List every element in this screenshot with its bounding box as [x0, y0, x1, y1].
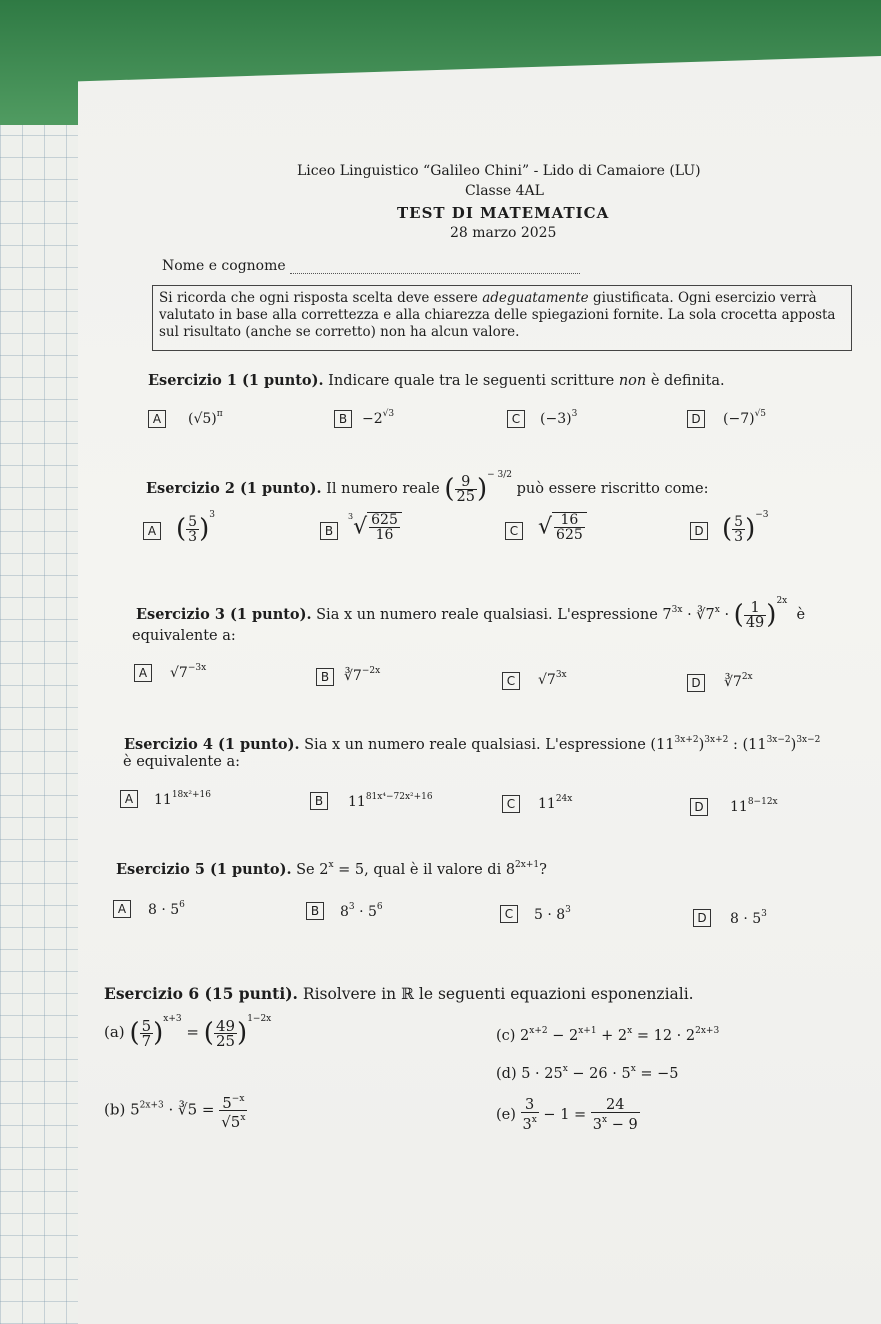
- ex2-option-a-box[interactable]: A: [143, 522, 161, 540]
- ex5-optC-base: 5 · 8: [534, 907, 566, 923]
- ex5-optA-base: 8 · 5: [148, 902, 180, 918]
- ex4-optD-base: 11: [730, 799, 748, 815]
- ex6-equation-a: (a) ( $\frac{5}{7}$ )$^{x+3}$ = ( $\frac{49}{25}$ )$^{1-2x}$: [104, 1014, 272, 1050]
- ex2-option-d-box[interactable]: D: [690, 522, 708, 540]
- ex2-optC-num: 16: [554, 513, 585, 528]
- ex6-c-label: (c): [496, 1028, 516, 1044]
- ex6-a-e1: x+3: [163, 1014, 182, 1024]
- ex5-option-d-box[interactable]: D: [693, 909, 711, 927]
- ex6-b-left: 5: [130, 1100, 140, 1119]
- ex4-expr-e1: 3x+2: [674, 735, 699, 745]
- ex5-optA-exp: 6: [179, 900, 185, 910]
- ex1-option-a-box[interactable]: A: [148, 410, 166, 428]
- ex3-option-a-box[interactable]: A: [134, 664, 152, 682]
- ex4-optC-exp: 24x: [555, 794, 573, 804]
- ex5-option-b: [340, 902, 383, 920]
- ex5-optD-exp: 3: [761, 909, 767, 919]
- ex2-optA-num: 5: [188, 513, 198, 530]
- ex6-e-label: (e): [496, 1107, 516, 1123]
- ex3-option-c: [538, 670, 567, 688]
- ex2-option-b-box[interactable]: B: [320, 522, 338, 540]
- exercise-1-text: [148, 372, 725, 389]
- ex1-text2: è definita.: [646, 373, 725, 389]
- ex5-text2: = 5, qual è il valore di 8: [333, 862, 516, 878]
- note-part2: giustificata. Ogni esercizio verrà valutato in base alla correttezza e alla chiarezza delle spiegazioni fornite. La sola crocetta apposta sul risultato (anche se corretto) non ha alcun valore.: [159, 290, 836, 340]
- ex3-option-b-box[interactable]: B: [316, 668, 334, 686]
- ex3-text3: equivalente a:: [132, 628, 236, 644]
- ex3-expr-c-den: 49: [745, 614, 765, 631]
- ex2-optD-num: 5: [734, 513, 744, 530]
- ex4-optB-base: 11: [348, 794, 366, 810]
- ex6-d-label: (d): [496, 1066, 517, 1082]
- ex1-option-d-box[interactable]: D: [687, 410, 705, 428]
- ex6-b-den: √5: [221, 1113, 241, 1131]
- ex1-option-b: [362, 409, 394, 427]
- ex4-expr-mid: ): [698, 737, 705, 753]
- test-title: TEST DI MATEMATICA: [397, 204, 610, 222]
- name-label: Nome e cognome: [162, 258, 286, 274]
- ex2-fraction: [455, 475, 477, 504]
- ex6-c-e3: x: [627, 1026, 633, 1036]
- ex5-optB-base: 8: [340, 904, 349, 920]
- ex1-optD-exp: √5: [754, 409, 767, 419]
- ex2-num: 9: [455, 475, 477, 490]
- ex6-a-d2: 25: [215, 1031, 236, 1050]
- ex2-exp: − 3/2: [487, 470, 513, 480]
- ex5-optB-exp: 3: [348, 902, 355, 912]
- ex5-optC-exp: 3: [565, 905, 571, 915]
- ex6-e-mid: − 1 =: [538, 1107, 591, 1123]
- ex3-text2: è: [796, 607, 806, 623]
- ex1-emph: non: [618, 373, 647, 389]
- ex6-equation-d: [496, 1064, 679, 1082]
- ex4-optB-exp: 81x⁴−72x²+16: [365, 792, 433, 802]
- ex6-e-d2-tail: − 9: [607, 1117, 638, 1133]
- ex4-option-a: [154, 790, 211, 808]
- ex4-optA-base: 11: [154, 792, 172, 808]
- ex2-option-d: ( $\frac{5}{3}$ )$^{-3}$: [722, 510, 769, 545]
- ex2-den: 25: [456, 488, 475, 505]
- ex6-a-n2: 49: [215, 1016, 236, 1035]
- ex6-c-t3: + 2: [596, 1028, 628, 1044]
- ex2-optC-den: 625: [556, 527, 583, 543]
- ex4-optC-base: 11: [538, 796, 556, 812]
- ex4-expr-e2: 3x+2: [704, 735, 729, 745]
- ex4-expr: (11: [650, 737, 675, 753]
- ex5-option-a: [148, 900, 185, 918]
- ex2-text2: può essere riscritto come:: [512, 481, 709, 497]
- ex6-d-t2: − 26 · 5: [567, 1066, 631, 1082]
- ex6-a-label: (a): [104, 1023, 125, 1041]
- ex2-option-b: $^3$√ $\frac{625}{16}$: [348, 512, 402, 542]
- ex6-b-den-exp: x: [240, 1113, 246, 1123]
- ex6-a-eq: =: [186, 1023, 199, 1041]
- ex5-option-c: [534, 905, 571, 923]
- ex6-d-text: 5 · 25: [521, 1066, 563, 1082]
- exercise-3-text: Esercizio 3 (1 punto). Sia x un numero reale qualsiasi. L'espressione $7^{3x}$ · $∛7^x$ · ( $\frac{1}{49}$ )$^{2x}$ è: [136, 596, 806, 631]
- ex3-optB-base: ∛7: [344, 668, 362, 684]
- ex6-c-e1: x+2: [529, 1026, 548, 1036]
- ex1-optB-exp: √3: [382, 409, 395, 419]
- ex6-b-e1: 2x+3: [139, 1100, 164, 1111]
- ex1-optC-exp: 3: [571, 409, 578, 419]
- ex1-option-c-box[interactable]: C: [507, 410, 525, 428]
- ex4-option-c-box[interactable]: C: [502, 795, 520, 813]
- ex6-e-d1: 3: [522, 1117, 532, 1133]
- ex6-equation-b: [104, 1092, 247, 1129]
- ex3-option-a: [170, 663, 206, 681]
- ex2-option-c-box[interactable]: C: [505, 522, 523, 540]
- ex6-e-d2-exp: x: [602, 1115, 608, 1125]
- ex4-option-d: [730, 797, 778, 815]
- ex1-option-c: [540, 409, 577, 427]
- exercise-2-text: [146, 470, 709, 504]
- ex3-head: Esercizio 3 (1 punto).: [136, 606, 312, 623]
- ex6-c-text: 2: [520, 1028, 530, 1044]
- ex2-optB-den: 16: [375, 527, 394, 543]
- ex5-text1: Se 2: [291, 862, 329, 878]
- ex6-e-n2: 24: [591, 1098, 640, 1113]
- ex4-option-a-box[interactable]: A: [120, 790, 138, 808]
- ex3-option-d-box[interactable]: D: [687, 674, 705, 692]
- ex5-option-d: [730, 909, 767, 927]
- ex6-d-e1: x: [562, 1064, 568, 1074]
- ex6-b-label: (b): [104, 1100, 126, 1119]
- ex3-optA-exp: −3x: [187, 663, 207, 673]
- ex1-optA-exp: π: [216, 409, 223, 419]
- ex2-option-c: √ $\frac{16}{625}$: [538, 512, 587, 542]
- ex2-rparen: ): [476, 474, 488, 504]
- ex3-optD-base: ∛7: [724, 674, 742, 690]
- ex2-optD-exp: −3: [755, 510, 769, 520]
- ex3-expr-b-exp: x: [714, 605, 720, 615]
- ex1-optD-base: (−7): [723, 411, 755, 427]
- ex4-optD-exp: 8−12x: [747, 797, 778, 807]
- ex1-text1: Indicare quale tra le seguenti scritture: [323, 373, 619, 389]
- ex3-option-c-box[interactable]: C: [502, 672, 520, 690]
- school-name: Liceo Linguistico “Galileo Chini” - Lido di Camaiore (LU): [297, 163, 701, 179]
- ex4-option-c: [538, 794, 572, 812]
- ex5-optB-exp2: 6: [376, 902, 383, 912]
- ex6-head: Esercizio 6 (15 punti).: [104, 984, 298, 1003]
- ex6-b-mid: · ∛5 =: [163, 1100, 220, 1119]
- instructions-box: [152, 285, 852, 351]
- ex3-optD-exp: 2x: [741, 672, 753, 682]
- class-label: Classe 4AL: [465, 183, 544, 199]
- ex6-a-n1: 5: [141, 1016, 152, 1035]
- ex6-c-t4: = 12 · 2: [632, 1028, 696, 1044]
- ex6-a-d1: 7: [141, 1031, 152, 1050]
- ex5-option-b-box[interactable]: B: [306, 902, 324, 920]
- ex6-a-e2: 1−2x: [247, 1014, 272, 1024]
- ex1-option-d: [723, 409, 766, 427]
- ex3-option-d: [724, 672, 753, 690]
- ex1-option-b-box[interactable]: B: [334, 410, 352, 428]
- ex3-optA-base: √7: [170, 665, 188, 681]
- ex6-text: Risolvere in ℝ le seguenti equazioni esponenziali.: [297, 985, 694, 1003]
- ex6-d-e2: x: [630, 1064, 636, 1074]
- ex1-optA-base: (√5): [188, 411, 217, 427]
- ex4-expr2: : (11: [728, 737, 767, 753]
- ex1-optC-base: (−3): [540, 411, 572, 427]
- ex2-head: Esercizio 2 (1 punto).: [146, 480, 322, 497]
- test-date: 28 marzo 2025: [450, 225, 557, 241]
- note-part1: Si ricorda che ogni risposta scelta deve essere: [159, 290, 483, 306]
- ex2-option-a: ( $\frac{5}{3}$ )$^3$: [176, 510, 215, 545]
- ex4-option-d-box[interactable]: D: [690, 798, 708, 816]
- ex3-optB-exp: −2x: [361, 666, 381, 676]
- ex2-optA-den: 3: [188, 528, 198, 545]
- ex2-optD-den: 3: [734, 528, 744, 545]
- ex6-c-e4: 2x+3: [695, 1026, 720, 1036]
- ex3-expr-b: · ∛7: [682, 607, 715, 623]
- ex6-equation-e: [496, 1098, 640, 1132]
- ex3-expr-a-exp: 3x: [671, 605, 683, 615]
- ex2-text1: Il numero reale: [321, 481, 445, 497]
- ex3-text1: Sia x un numero reale qualsiasi. L'espressione: [311, 607, 663, 623]
- ex3-optC-base: √7: [538, 672, 556, 688]
- note-emph: adeguatamente: [482, 290, 589, 306]
- ex3-option-b: [344, 666, 380, 684]
- ex2-lparen: (: [444, 474, 455, 504]
- ex2-optB-num: 625: [371, 512, 398, 528]
- ex5-text3: ?: [539, 862, 547, 878]
- ex5-option-c-box[interactable]: C: [500, 905, 518, 923]
- ex3-expr-c-num: 1: [744, 601, 766, 616]
- ex6-equation-c: [496, 1026, 719, 1044]
- ex5-option-a-box[interactable]: A: [113, 900, 131, 918]
- ex5-head: Esercizio 5 (1 punto).: [116, 861, 292, 878]
- ex3-expr-a: 7: [662, 607, 672, 623]
- ex4-option-b-box[interactable]: B: [310, 792, 328, 810]
- ex3-expr-c-exp: 2x: [776, 596, 788, 606]
- name-dotted-line[interactable]: [290, 273, 580, 274]
- ex2-optB-index: 3: [348, 512, 354, 521]
- ex1-option-a: [188, 409, 223, 427]
- ex5-text2-exp: 2x+1: [515, 860, 540, 870]
- ex5-optD-base: 8 · 5: [730, 911, 762, 927]
- ex6-b-num-exp: −x: [231, 1094, 245, 1104]
- ex4-head: Esercizio 4 (1 punto).: [124, 736, 300, 753]
- ex4-optA-exp: 18x²+16: [171, 790, 211, 800]
- ex5-optB-base2: · 5: [354, 904, 377, 920]
- ex5-text1-exp: x: [328, 860, 334, 870]
- ex2-optA-exp: 3: [209, 510, 215, 520]
- ex6-c-t2: − 2: [547, 1028, 579, 1044]
- exercise-6-text: [104, 984, 694, 1003]
- name-field-row[interactable]: [162, 258, 580, 274]
- ex4-expr2-e2: 3x−2: [796, 735, 821, 745]
- ex6-b-num: 5: [222, 1094, 232, 1112]
- ex4-text1: Sia x un numero reale qualsiasi. L'espressione: [299, 737, 651, 753]
- ex6-e-d2: 3: [592, 1117, 603, 1133]
- exercise-4-text: [124, 735, 820, 753]
- ex4-option-b: [348, 792, 433, 810]
- ex6-e-d1-exp: x: [531, 1115, 537, 1125]
- ex4-expr2-e1: 3x−2: [766, 735, 791, 745]
- ex6-e-n1: 3: [521, 1098, 539, 1113]
- exercise-5-text: [116, 860, 547, 878]
- test-paper: [78, 56, 881, 1324]
- ex4-text2: è equivalente a:: [123, 754, 240, 770]
- ex6-c-e2: x+1: [578, 1026, 597, 1036]
- ex1-optB-base: −2: [362, 411, 383, 427]
- ex3-optC-exp: 3x: [555, 670, 567, 680]
- ex4-expr2-mid: ): [790, 737, 797, 753]
- ex1-head: Esercizio 1 (1 punto).: [148, 372, 324, 389]
- ex6-d-t3: = −5: [635, 1066, 679, 1082]
